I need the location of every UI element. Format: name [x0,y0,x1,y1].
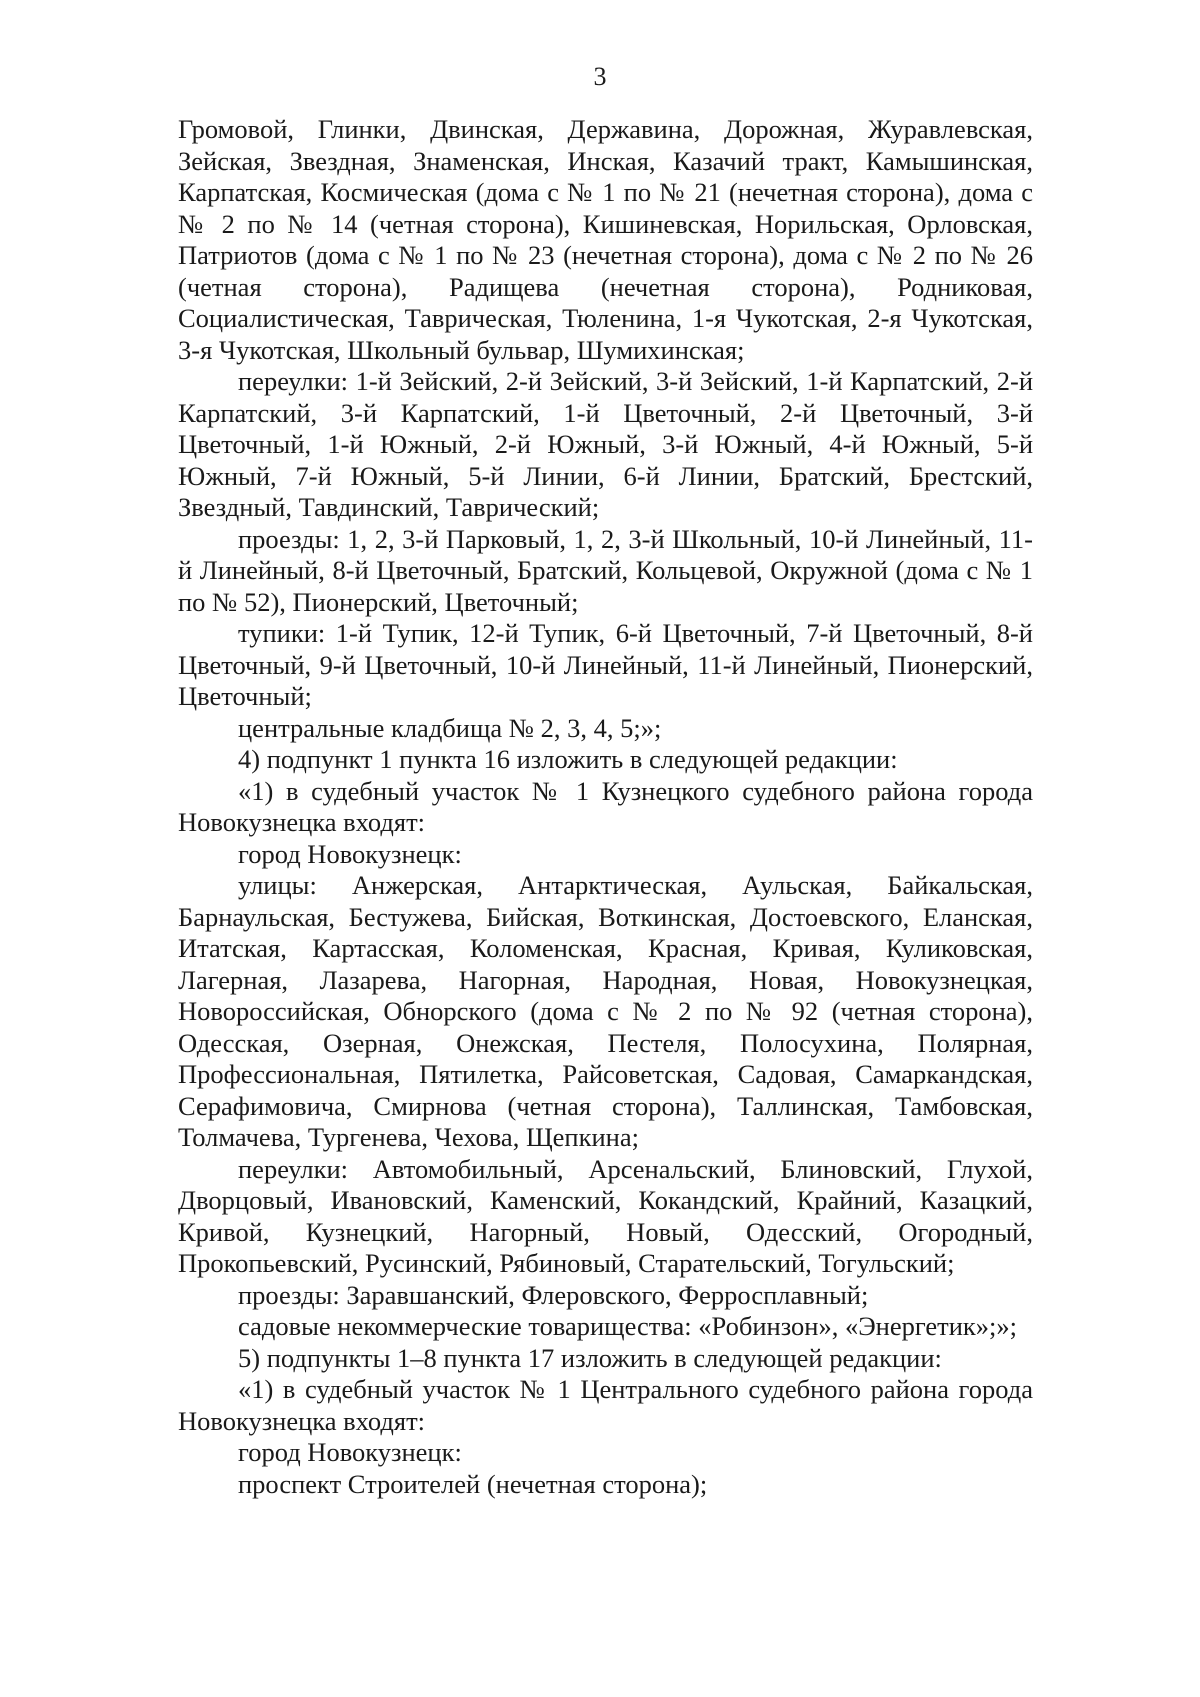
paragraph: проезды: 1, 2, 3-й Парковый, 1, 2, 3-й Школьный, 10-й Линейный, 11-й Линейный, 8-й Цветочный, Братский, Кольцевой, Окружной (дома с № 1 по № 52), Пионерский, Цветочный; [178,523,1033,617]
page-number: 3 [593,62,607,91]
paragraph: центральные кладбища № 2, 3, 4, 5;»; [238,712,662,743]
paragraph: садовые некоммерческие товарищества: «Робинзон», «Энергетик»;»; [238,1311,1018,1341]
paragraph: тупики: 1-й Тупик, 12-й Тупик, 6-й Цветочный, 7-й Цветочный, 8-й Цветочный, 9-й Цветочный, 10-й Линейный, 11-й Линейный, Пионерский, Цветочный; [178,618,1033,711]
paragraph: город Новокузнецк: [238,838,462,869]
paragraph: город Новокузнецк: [238,1437,462,1467]
paragraph: переулки: Автомобильный, Арсенальский, Блиновский, Глухой, Дворцовый, Ивановский, Каменский, Кокандский, Крайний, Казацкий, Кривой, Кузнецкий, Нагорный, Новый, Одесский, Огородный, Прокопьевский, Русинский, Рябиновый, Старательский, Тогульский; [178,1153,1033,1278]
paragraph: «1) в судебный участок № 1 Центрального судебного района города Новокузнецка входят: [178,1374,1033,1436]
document-body [178,114,1033,1500]
paragraph: «1) в судебный участок № 1 Кузнецкого судебного района города Новокузнецка входят: [178,775,1033,837]
paragraph: переулки: 1-й Зейский, 2-й Зейский, 3-й Зейский, 1-й Карпатский, 2-й Карпатский, 3-й Карпатский, 1-й Цветочный, 2-й Цветочный, 3-й Цветочный, 1-й Южный, 2-й Южный, 3-й Южный, 4-й Южный, 5-й Южный, 7-й Южный, 5-й Линии, 6-й Линии, Братский, Брестский, Звездный, Тавдинский, Таврический; [178,366,1033,522]
paragraph: Громовой, Глинки, Двинская, Державина, Дорожная, Журавлевская, Зейская, Звездная, Знаменская, Инская, Казачий тракт, Камышинская, Карпатская, Космическая (дома с № 1 по № 21 (нечетная сторона), дома с № 2 по № 14 (четная сторона), Кишиневская, Норильская, Орловская, Патриотов (дома с № 1 по № 23 (нечетная сторона), дома с № 2 по № 26 (четная сторона), Радищева (нечетная сторона), Родниковая, Социалистическая, Таврическая, Тюленина, 1-я Чукотская, 2-я Чукотская, 3-я Чукотская, Школьный бульвар, Шумихинская; [178,114,1033,365]
paragraph: 5) подпункты 1–8 пункта 17 изложить в следующей редакции: [238,1342,942,1373]
paragraph: проспект Строителей (нечетная сторона); [238,1468,708,1499]
paragraph: улицы: Анжерская, Антарктическая, Аульская, Байкальская, Барнаульская, Бестужева, Бийская, Воткинская, Достоевского, Еланская, Итатская, Картасская, Коломенская, Красная, Кривая, Куликовская, Лагерная, Лазарева, Нагорная, Народная, Новая, Новокузнецкая, Новороссийская, Обнорского (дома с № 2 по № 92 (четная сторона), Одесская, Озерная, Онежская, Пестеля, Полосухина, Полярная, Профессиональная, Пятилетка, Райсоветская, Садовая, Самаркандская, Серафимовича, Смирнова (четная сторона), Таллинская, Тамбовская, Толмачева, Тургенева, Чехова, Щепкина; [178,870,1033,1152]
paragraph: проезды: Заравшанский, Флеровского, Ферросплавный; [238,1279,869,1310]
paragraph: 4) подпункт 1 пункта 16 изложить в следующей редакции: [238,744,898,774]
